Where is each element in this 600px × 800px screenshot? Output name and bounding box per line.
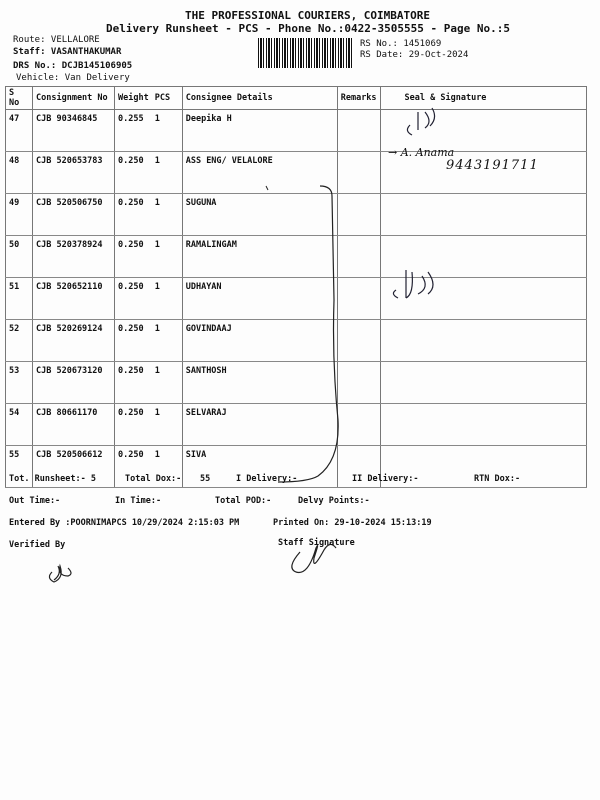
cell-weight: 0.250 — [115, 362, 152, 404]
cell-pcs: 1 — [152, 446, 183, 488]
cell-pcs: 1 — [152, 320, 183, 362]
verified-signature-scribble — [49, 566, 71, 582]
col-consignee: Consignee Details — [182, 87, 337, 110]
rtn-dox: RTN Dox:- — [474, 474, 521, 484]
col-remarks: Remarks — [337, 87, 380, 110]
initials-row-51 — [393, 270, 433, 298]
total-dox-value: 55 — [200, 474, 211, 484]
cell-sno: 52 — [6, 320, 33, 362]
cell-consignee: SIVA — [182, 446, 337, 488]
cell-sno: 54 — [6, 404, 33, 446]
cell-consignment: CJB 520506612 — [33, 446, 115, 488]
company-title: THE PROFESSIONAL COURIERS, COIMBATORE — [185, 9, 431, 22]
vehicle-label: Vehicle: Van Delivery — [16, 73, 130, 83]
cell-consignment: CJB 90346845 — [33, 110, 115, 152]
cell-weight: 0.250 — [115, 194, 152, 236]
cell-pcs: 1 — [152, 404, 183, 446]
cell-consignee: SUGUNA — [182, 194, 337, 236]
cell-consignee: UDHAYAN — [182, 278, 337, 320]
handwritten-phone-row-48: 9443191711 — [446, 158, 539, 173]
runsheet-subtitle: Delivery Runsheet - PCS - Phone No.:0422-3505555 - Page No.:5 — [106, 22, 510, 35]
delvy-points: Delvy Points:- — [298, 496, 370, 506]
col-pcs: PCS — [152, 87, 183, 110]
cell-weight: 0.250 — [115, 446, 152, 488]
cell-consignee: ASS ENG/ VELALORE — [182, 152, 337, 194]
cell-pcs: 1 — [152, 152, 183, 194]
cell-pcs: 1 — [152, 110, 183, 152]
cell-consignment: CJB 520269124 — [33, 320, 115, 362]
cell-consignee: GOVINDAAJ — [182, 320, 337, 362]
cell-weight: 0.250 — [115, 236, 152, 278]
col-weight: Weight — [115, 87, 152, 110]
total-pod: Total POD:- — [215, 496, 272, 506]
cell-sno: 48 — [6, 152, 33, 194]
cell-weight: 0.250 — [115, 320, 152, 362]
cell-consignment: CJB 520652110 — [33, 278, 115, 320]
cell-consignment: CJB 520378924 — [33, 236, 115, 278]
cell-consignee: Deepika H — [182, 110, 337, 152]
cell-pcs: 1 — [152, 278, 183, 320]
cell-consignee: SELVARAJ — [182, 404, 337, 446]
rs-no: RS No.: 1451069 — [360, 39, 442, 49]
col-consignment: Consignment No — [33, 87, 115, 110]
cell-sno: 55 — [6, 446, 33, 488]
route-label: Route: VELLALORE — [13, 35, 100, 45]
cell-pcs: 1 — [152, 236, 183, 278]
cell-weight: 0.250 — [115, 278, 152, 320]
staff-signature-label: Staff Signature — [278, 538, 355, 548]
cell-consignment: CJB 520506750 — [33, 194, 115, 236]
cell-sno: 51 — [6, 278, 33, 320]
cell-weight: 0.250 — [115, 404, 152, 446]
handwritten-note-row-48: → A. Anama — [388, 146, 455, 159]
total-dox-label: Total Dox:- — [125, 474, 182, 484]
col-seal-signature: Seal & Signature — [380, 87, 586, 110]
cell-weight: 0.255 — [115, 110, 152, 152]
cell-pcs: 1 — [152, 362, 183, 404]
cell-consignment: CJB 520673120 — [33, 362, 115, 404]
cell-sno: 47 — [6, 110, 33, 152]
in-time: In Time:- — [115, 496, 162, 506]
bracket-line — [278, 186, 338, 482]
cell-sno: 50 — [6, 236, 33, 278]
cell-pcs: 1 — [152, 194, 183, 236]
cell-consignee: SANTHOSH — [182, 362, 337, 404]
cell-consignment: CJB 520653783 — [33, 152, 115, 194]
staff-label: Staff: VASANTHAKUMAR — [13, 47, 122, 57]
printed-on: Printed On: 29-10-2024 15:13:19 — [273, 518, 432, 528]
cell-sno: 49 — [6, 194, 33, 236]
cell-weight: 0.250 — [115, 152, 152, 194]
cell-consignee: RAMALINGAM — [182, 236, 337, 278]
staff-signature-scribble — [292, 544, 336, 572]
cell-consignment: CJB 80661170 — [33, 404, 115, 446]
initials-row-47 — [407, 108, 434, 135]
cell-sno: 53 — [6, 362, 33, 404]
entered-by: Entered By :POORNIMAPCS 10/29/2024 2:15:03 PM — [9, 518, 240, 528]
col-sno: S No — [6, 87, 33, 110]
out-time: Out Time:- — [9, 496, 61, 506]
verified-by: Verified By — [9, 540, 66, 550]
drs-label: DRS No.: DCJB145106905 — [13, 61, 133, 71]
rs-date: RS Date: 29-Oct-2024 — [360, 50, 469, 60]
i-delivery: I Delivery:- — [236, 474, 298, 484]
ii-delivery: II Delivery:- — [352, 474, 419, 484]
tot-runsheet: Tot. Runsheet:- 5 — [9, 474, 96, 484]
